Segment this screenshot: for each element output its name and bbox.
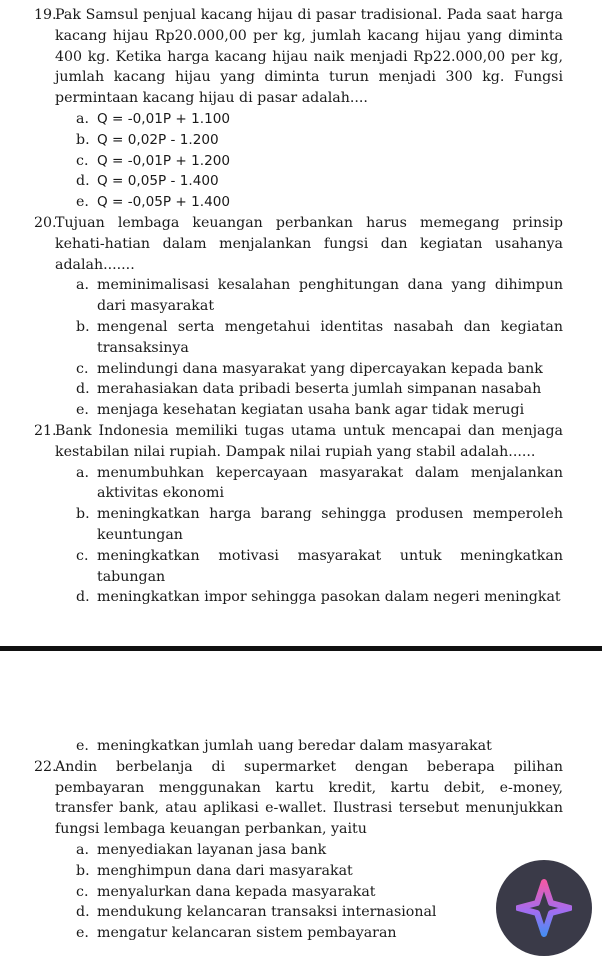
option-text: meminimalisasi kesalahan penghitungan dana yang dihimpun dari masyarakat (97, 277, 563, 315)
option-letter: a. (76, 841, 89, 858)
option-list (0, 463, 602, 609)
option-e[interactable] (0, 192, 602, 213)
question-number: 22. (34, 758, 57, 775)
question-text: Andin berbelanja di supermarket dengan beberapa pilihan pembayaran menggunakan kartu kredit, kartu debit, e-money, transfer bank, atau aplikasi e-wallet. Ilustrasi tersebut menunjukkan fungsi lembaga keuangan perbankan, yaitu (55, 758, 563, 838)
option-letter: c. (76, 360, 89, 377)
question-text: Tujuan lembaga keuangan perbankan harus memegang prinsip kehati-hatian dalam menjalankan fungsi dan kegiatan usahanya adalah....... (55, 214, 563, 273)
assistant-fab-button[interactable] (496, 860, 592, 956)
option-text: menghimpun dana dari masyarakat (97, 862, 353, 879)
option-text: meningkatkan impor sehingga pasokan dalam negeri meningkat (97, 589, 561, 606)
option-text: Q = 0,05P - 1.400 (97, 173, 219, 190)
page-top (0, 5, 602, 608)
option-a[interactable] (0, 840, 602, 861)
option-text: menyalurkan dana kepada masyarakat (97, 883, 376, 900)
option-letter: d. (76, 173, 90, 190)
option-text: merahasiakan data pribadi beserta jumlah simpanan nasabah (97, 381, 542, 398)
option-text: meningkatkan jumlah uang beredar dalam masyarakat (97, 738, 492, 754)
option-d[interactable] (0, 379, 602, 400)
page-divider (0, 646, 602, 651)
option-b[interactable] (0, 317, 602, 359)
question-22 (0, 757, 602, 840)
option-e[interactable] (0, 400, 602, 421)
option-text: Q = -0,01P + 1.100 (97, 110, 231, 127)
option-letter: e. (76, 194, 89, 211)
option-text: mendukung kelancaran transaksi internasional (97, 904, 437, 921)
option-d[interactable] (0, 171, 602, 192)
option-letter: a. (76, 277, 89, 294)
question-20 (0, 213, 602, 275)
option-letter: e. (76, 738, 89, 754)
option-b[interactable] (0, 130, 602, 151)
option-a[interactable] (0, 463, 602, 505)
question-19 (0, 5, 602, 109)
option-letter: e. (76, 402, 89, 419)
option-d[interactable] (0, 587, 602, 608)
option-b[interactable] (0, 504, 602, 546)
option-a[interactable] (0, 109, 602, 130)
option-c[interactable] (0, 359, 602, 380)
option-letter: a. (76, 110, 89, 127)
question-text: Pak Samsul penjual kacang hijau di pasar tradisional. Pada saat harga kacang hijau Rp20.000,00 per kg, jumlah kacang hijau yang diminta 400 kg. Ketika harga kacang hijau naik menjadi Rp22.000,00 per kg, jumlah kacang hijau yang diminta turun menjadi 300 kg. Fungsi permintaan kacang hijau di pasar adalah.... (55, 7, 563, 107)
option-letter: d. (76, 589, 90, 606)
question-number: 19. (34, 7, 57, 23)
question-number: 21. (34, 422, 57, 439)
option-letter: a. (76, 464, 89, 481)
option-text: meningkatkan motivasi masyarakat untuk meningkatkan tabungan (97, 547, 563, 585)
option-letter: c. (76, 152, 89, 169)
option-text: menjaga kesehatan kegiatan usaha bank agar tidak merugi (97, 402, 525, 419)
option-e[interactable] (0, 736, 602, 757)
option-text: Q = -0,05P + 1.400 (97, 194, 231, 211)
option-letter: b. (76, 131, 90, 148)
option-letter: b. (76, 318, 90, 335)
option-text: melindungi dana masyarakat yang dipercayakan kepada bank (97, 360, 543, 377)
option-letter: b. (76, 506, 90, 523)
question-number: 20. (34, 214, 57, 231)
option-c[interactable] (0, 151, 602, 172)
question-21 (0, 421, 602, 463)
option-a[interactable] (0, 275, 602, 317)
option-letter: c. (76, 883, 89, 900)
option-list (0, 109, 602, 213)
option-c[interactable] (0, 546, 602, 588)
option-text: Q = 0,02P - 1.200 (97, 131, 219, 148)
option-list (0, 275, 602, 421)
option-letter: d. (76, 904, 90, 921)
option-letter: c. (76, 547, 89, 564)
option-letter: e. (76, 925, 89, 942)
option-letter: b. (76, 862, 90, 879)
option-letter: d. (76, 381, 90, 398)
option-text: mengenal serta mengetahui identitas nasabah dan kegiatan transaksinya (97, 318, 563, 356)
option-text: meningkatkan harga barang sehingga produsen memperoleh keuntungan (97, 506, 563, 543)
option-text: menyediakan layanan jasa bank (97, 841, 327, 858)
option-text: Q = -0,01P + 1.200 (97, 152, 231, 169)
question-text: Bank Indonesia memiliki tugas utama untuk mencapai dan menjaga kestabilan nilai rupiah. Dampak nilai rupiah yang stabil adalah...... (55, 422, 563, 460)
option-text: menumbuhkan kepercayaan masyarakat dalam menjalankan aktivitas ekonomi (97, 464, 563, 502)
option-text: mengatur kelancaran sistem pembayaran (97, 925, 397, 942)
sparkle-icon (516, 876, 572, 940)
